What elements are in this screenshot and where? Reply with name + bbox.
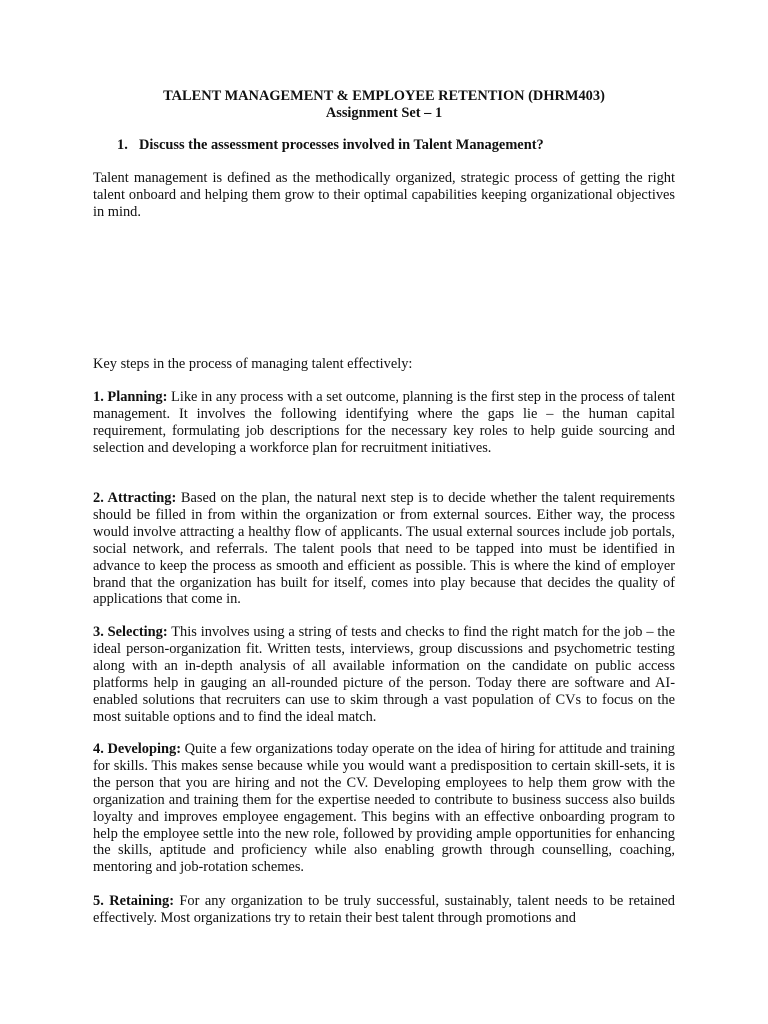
step-label: 1. Planning: <box>93 389 168 405</box>
document-header <box>93 88 675 122</box>
step-text: Based on the plan, the natural next step is to decide whether the talent requirements should be filled in from within the organization or from external sources. Either way, the process would involve attracting a healthy flow of applicants. The usual external sources include job portals, social network, and referrals. The talent pools that need to be tapped into must be identified in advance to keep the process as smooth and efficient as possible. This is where the kind of employer brand that the organization has built for itself, comes into play because that decides the quality of applications that come in. <box>93 490 676 608</box>
question-number: 1. <box>117 137 128 153</box>
key-steps-heading: Key steps in the process of managing talent effectively: <box>93 356 413 372</box>
document-subtitle: Assignment Set – 1 <box>325 105 443 121</box>
step-planning-paragraph <box>93 389 675 457</box>
step-retaining-paragraph <box>93 893 675 927</box>
document-title: TALENT MANAGEMENT & EMPLOYEE RETENTION (DHRM403) <box>163 88 605 104</box>
step-label: 5. Retaining: <box>93 893 174 909</box>
step-label: 2. Attracting: <box>93 490 177 506</box>
step-label: 4. Developing: <box>93 741 181 757</box>
step-developing-paragraph <box>93 741 675 876</box>
intro-paragraph: Talent management is defined as the methodically organized, strategic process of getting the right talent onboard and helping them grow to their optimal capabilities keeping organizational objectives in mind. <box>93 170 675 220</box>
step-selecting-paragraph <box>93 624 675 725</box>
step-text: Like in any process with a set outcome, planning is the first step in the process of talent management. It involves the following identifying where the gaps lie – the human capital requirement, formulating job descriptions for the necessary key roles to help guide sourcing and selection and developing a workforce plan for recruitment initiatives. <box>93 389 675 456</box>
question-text: Discuss the assessment processes involved in Talent Management? <box>139 137 544 153</box>
step-attracting-paragraph <box>93 490 675 608</box>
step-text: This involves using a string of tests and checks to find the right match for the job – the ideal person-organization fit. Written tests, interviews, group discussions and psychometric testing along with an in-depth analysis of all available information on the candidate on public access platforms help in gauging an all-rounded picture of the person. Today there are software and AI-enabled solutions that recruiters can use to skim through a vast population of CVs to focus on the most suitable options and to find the ideal match. <box>93 624 675 725</box>
question-heading <box>117 137 677 154</box>
step-label: 3. Selecting: <box>93 624 168 640</box>
step-text: For any organization to be truly successful, sustainably, talent needs to be retained effectively. Most organizations try to retain their best talent through promotions and <box>93 893 675 926</box>
step-text: Quite a few organizations today operate on the idea of hiring for attitude and training for skills. This makes sense because while you would want a predisposition to certain skill-sets, it is the person that you are hiring and not the CV. Developing employees to help them grow with the organization and training them for the expertise needed to contribute to business success also builds loyalty and improves employee engagement. This begins with an effective onboarding program to help the employee settle into the new role, followed by providing ample opportunities for enhancing the skills, aptitude and proficiency while also enabling growth through counselling, coaching, mentoring and job-rotation schemes. <box>93 741 675 876</box>
